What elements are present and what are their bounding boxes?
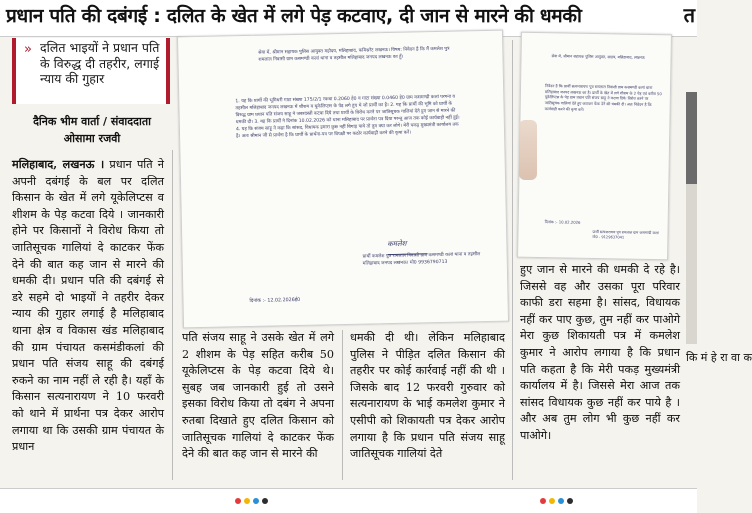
footer-color-dots-left bbox=[235, 498, 268, 504]
letter-1-signature: कमलेश bbox=[387, 239, 427, 255]
column-divider bbox=[172, 150, 173, 480]
article-column-4: हुए जान से मारने की धमकी दे रहे है। जिससे वह और उसका पूरा परिवार काफी डरा सहमा है। सांसद, विधायक नहीं कर पाए कुछ, तुम नहीं कर पाओगे मेरा कुछ शिकायती पत्र में कमलेश कुमार ने आरोप लगाया है कि प्रधान पति कहता है कि मेरी पकड़ मुख्यमंत्री कार्यालय में है। जिससे मेरा आज तक सांसद विधायक कुछ नहीं कर पाये है । और अब तुम लोग भी कुछ नहीं कर पाओगे। bbox=[520, 263, 680, 442]
letter-2-heading: सेवा में, श्रीमान सहायक पुलिस आयुक्त, साहब, मलिहाबाद, लखनऊ bbox=[551, 53, 645, 60]
page-footer bbox=[0, 488, 697, 513]
column-divider bbox=[342, 330, 343, 480]
letter-2-date: दिनांक :- 10.02.2026 bbox=[544, 219, 581, 225]
color-dot bbox=[549, 498, 555, 504]
hand-holding-letter bbox=[519, 120, 537, 180]
color-dot bbox=[567, 498, 573, 504]
column-1-text: प्रधान पति ने अपनी दबंगई के बल पर दलित किसान के खेत में लगे यूकेलिप्टस व शीशम के पेड़ कटवा दिये । जानकारी होने पर किसानों ने विरोध किया तो जातिसूचक गालियां दे काटकर फेंक देने की बात कह जान से मारने की धमकी दी। प्रधान पति की दबंगई से डरे सहमे दो भाइयों ने तहरीर देकर न्याय की गुहार लगाई है मलिहाबाद थाना क्षेत्र व विकास खंड मलिहाबाद की ग्राम पंचायत कसमंडीकलां की प्रधान पति संजय साहू की दबंगई रुकने का नाम नहीं ले रही है। यहाँ के किसान सत्यनारायण ने 10 फरवरी को थाने में प्रार्थना पत्र देकर आरोप लगाया था कि उसकी ग्राम पंचायत के प्रधान bbox=[12, 158, 164, 454]
headline-cut-fragment: त bbox=[683, 3, 695, 27]
color-dot bbox=[540, 498, 546, 504]
adjacent-article-photo bbox=[686, 92, 697, 184]
article-column-1 bbox=[12, 156, 164, 456]
footer-color-dots-right bbox=[540, 498, 573, 504]
letter-1-heading: सेवा में, श्रीमान सहायक पुलिस आयुक्त महोदय, मलिहाबाद, कमिश्नरेट लखनऊ। विषय: निवेदन है कि मैं कमलेश पुत्र रामलाल निवासी ग्राम कसमण्डी कलां थाना व तहसील मलिहाबाद जनपद लखनऊ का हूँ। bbox=[258, 46, 450, 63]
dateline: मलिहाबाद, लखनऊ । bbox=[12, 157, 105, 171]
color-dot bbox=[253, 498, 259, 504]
color-dot bbox=[244, 498, 250, 504]
headline: प्रधान पति की दबंगई : दलित के खेत में लगे पेड़ कटवाए, दी जान से मारने की धमकी bbox=[6, 5, 582, 27]
color-dot bbox=[558, 498, 564, 504]
byline-publication: दैनिक भीम वार्ता / संवाददाता bbox=[33, 115, 151, 128]
byline bbox=[22, 113, 162, 147]
column-divider bbox=[512, 40, 513, 480]
complaint-letter-photo-1 bbox=[177, 30, 509, 329]
kicker-box bbox=[12, 38, 170, 104]
byline-author: ओसामा रजवी bbox=[63, 132, 121, 145]
letter-1-date: दिनांक :- 12.02.2026ई0 bbox=[249, 297, 301, 304]
letter-1-body: 1. यह कि प्रार्थी की भूमिधरी गाटा संख्या 175/2/1 रकबा 0.2060 हे0 व गाटा संख्या 0.0460 हे0 ग्राम कसमण्डी कलां परगना व तहसील मलिहाबाद जनपद लखनऊ में शीशम व यूकेलिप्टस के पेड़ लगे हुए थे जो प्रार्थी का है। 2. यह कि प्रार्थी की भूमि को प्रार्थी के विरुद्ध ग्राम प्रधान पति संजय साहू ने जबरदस्ती कटवा दिये तथा प्रार्थी के विरोध करने पर जातिसूचक गालियां देते हुए जान से मारने की धमकी दी। 3. यह कि प्रार्थी ने दिनांक 10.02.2026 को थाना मलिहाबाद पर प्रार्थना पत्र दिया परन्तु आज तक कोई कार्यवाही नहीं हुई। 4. यह कि संजय साहू ने कहा कि सांसद, विधायक हमारा कुछ नहीं बिगाड़ पाये तो तुम क्या कर लोगे। मेरी पकड़ मुख्यमंत्री कार्यालय तक है। अतः श्रीमान जी से प्रार्थना है कि प्रार्थी के प्रार्थना-पत्र पर विपक्षी पर कठोर कार्यवाही करने की कृपा करें। bbox=[235, 94, 460, 140]
adjacent-article-text: कि मं हे रा वा क bbox=[686, 351, 752, 364]
color-dot bbox=[235, 498, 241, 504]
letter-2-sender: प्रार्थी सत्यनारायण पुत्र रामलाल ग्राम कसमण्डी कलां मो0 - 9129637041 bbox=[592, 229, 659, 240]
kicker-text: दलित भाइयों ने प्रधान पति के विरुद्ध दी तहरीर, लगाई न्याय की गुहार bbox=[40, 40, 160, 86]
double-chevron-icon: » bbox=[24, 42, 32, 57]
headline-bar bbox=[0, 0, 697, 37]
letter-2-body: निवेदन है कि प्रार्थी सत्यनारायण पुत्र रामलाल निवासी ग्राम कसमण्डी कलां थाना मलिहाबाद जनपद लखनऊ का है। प्रार्थी के खेत में लगे शीशम के 2 पेड़ एवं करीब 50 यूकेलिप्टस के पेड़ ग्राम प्रधान पति संजय साहू ने कटवा दिये। विरोध करने पर जातिसूचक गालियां देते हुए काटकर फेंक देने की धमकी दी। अतः निवेदन है कि कार्यवाही करने की कृपा करें। bbox=[544, 83, 662, 112]
article-column-3: धमकी दी थी। लेकिन मलिहाबाद पुलिस ने पीड़ित दलित किसान की तहरीर पर कोई कार्रवाई नहीं की थी ।जिसके बाद 12 फरवरी गुरुवार को सत्यनारायण के भाई कमलेश कुमार ने एसीपी को शिकायती पत्र देकर आरोप लगाया है कि प्रधान पति संजय साहू जातिसूचक गालियां देते bbox=[350, 331, 505, 461]
adjacent-article-photo-lower bbox=[686, 184, 697, 344]
letter-1-sender: प्रार्थी कमलेश पुत्र रामलाल निवासी ग्राम कसमण्डी कलां थाना व तहसील मलिहाबाद जनपद लखनऊ। मो0 9936790713 bbox=[362, 252, 481, 267]
complaint-letter-photo-2 bbox=[517, 32, 672, 261]
color-dot bbox=[262, 498, 268, 504]
article-column-2: पति संजय साहू ने उसके खेत में लगे 2 शीशम के पेड़ सहित करीब 50 यूकेलिप्टस के पेड़ कटवा दिये थे। सुबह जब जानकारी हुई तो उसने इसका विरोध किया तो दबंग ने अपना रुतबा दिखाते हुए दलित किसान को जातिसूचक गालियां दे काटकर फेंक देने की बात कह जान से मारने की bbox=[182, 331, 334, 461]
